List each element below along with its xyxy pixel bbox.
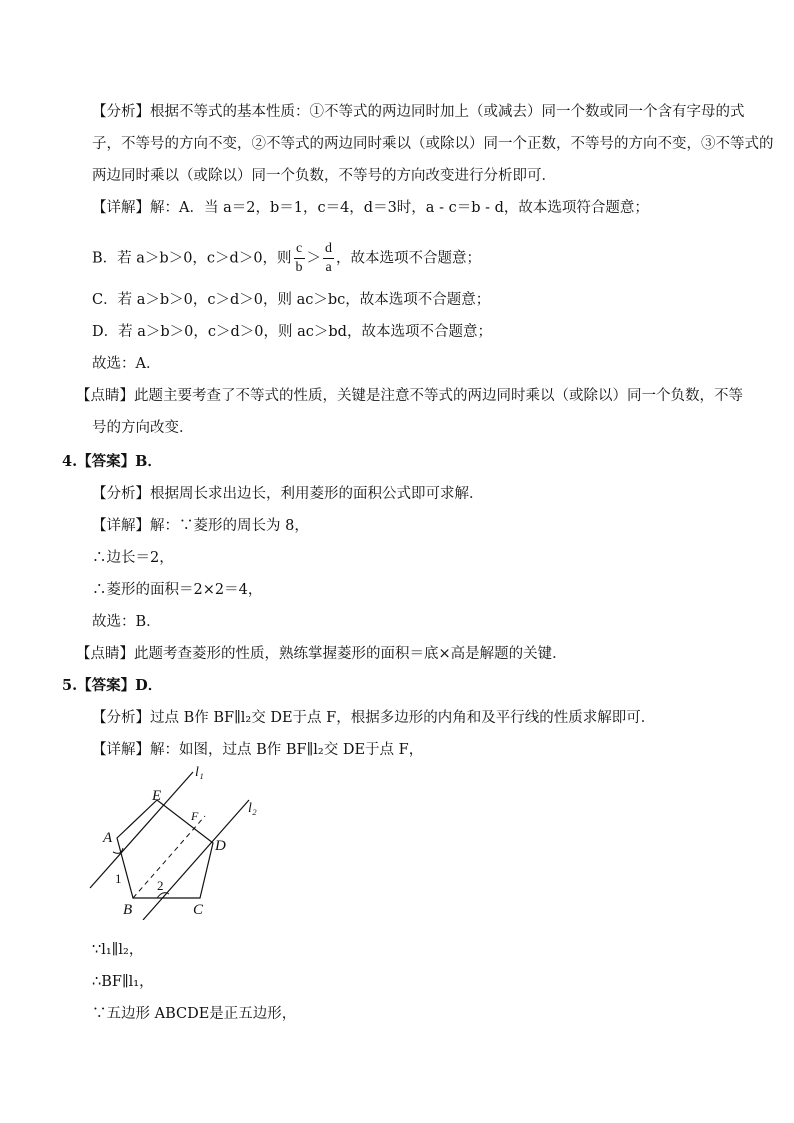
analysis-line-3: 两边同时乘以（或除以）同一个负数，不等号的方向改变进行分析即可． (92, 168, 556, 184)
label-e: E (152, 788, 162, 804)
regular-pentagon-abcde (117, 800, 213, 898)
label-d: D (215, 838, 226, 854)
label-l2: l₂ (248, 801, 257, 816)
question-5-answer: 5.【答案】D． (62, 677, 163, 694)
detail-line-d: D．若 a＞b＞0，c＞d＞0，则 ac＞bd，故本选项不合题意； (92, 324, 492, 340)
detail-line-b (92, 240, 481, 277)
question-4-answer: 4.【答案】B． (62, 453, 162, 470)
q4-analysis: 【分析】根据周长求出边长，利用菱形的面积公式即可求解． (92, 486, 484, 502)
q5-detail-3: ∴BF∥l₁， (92, 974, 154, 990)
label-f: F (191, 809, 199, 823)
q5-detail-1: 【详解】解：如图，过点 B作 BF∥l₂交 DE于点 F， (92, 742, 424, 758)
option-b-text: B．若 a＞b＞0，c＞d＞0，则 (92, 250, 292, 267)
q5-detail-2: ∵l₁∥l₂， (92, 942, 144, 958)
answer-choice-line: 故选：A． (92, 356, 161, 372)
fraction-numerator: c (294, 240, 305, 259)
detail-line-a: 【详解】解：A．当 a＝2，b＝1，c＝4，d＝3时，a - c＝b - d，故本选项符合题意； (92, 200, 649, 216)
label-l1: l₁ (195, 765, 204, 780)
q4-detail-1: 【详解】解：∵菱形的周长为 8， (92, 518, 309, 534)
q5-detail-4: ∵五边形 ABCDE是正五边形， (92, 1006, 297, 1022)
analysis-line-1: 【分析】根据不等式的基本性质：①不等式的两边同时加上（或减去）同一个数或同一个含有字母的式 (92, 104, 745, 120)
q4-answer-choice: 故选：B． (92, 614, 161, 630)
comment-line-1: 【点睛】此题主要考查了不等式的性质，关键是注意不等式的两边同时乘以（或除以）同一个负数，不等 (76, 388, 743, 404)
fraction-denominator: a (325, 260, 332, 275)
fraction-c-over-b (294, 240, 305, 277)
comment-line-2: 号的方向改变． (92, 420, 194, 436)
label-b: B (123, 902, 133, 918)
fraction-d-over-a (323, 240, 334, 277)
fraction-numerator: d (323, 240, 334, 259)
q4-detail-2: ∴边长＝2， (92, 550, 174, 566)
pentagon-figure (85, 760, 285, 920)
q5-analysis: 【分析】过点 B作 BF∥l₂交 DE于点 F，根据多边形的内角和及平行线的性质求解即可． (92, 710, 656, 726)
q4-comment: 【点睛】此题考查菱形的性质，熟练掌握菱形的面积＝底×高是解题的关键． (76, 646, 567, 662)
q4-detail-3: ∴菱形的面积＝2×2＝4， (92, 582, 263, 598)
option-b-conclusion: ，故本选项不合题意； (336, 250, 482, 267)
detail-line-c: C．若 a＞b＞0，c＞d＞0，则 ac＞bc，故本选项不合题意； (92, 292, 491, 308)
label-c: C (193, 902, 204, 918)
greater-than-sign: ＞ (306, 250, 322, 267)
label-angle-1: 1 (115, 871, 122, 886)
fraction-denominator: b (295, 260, 303, 275)
label-a: A (103, 830, 113, 846)
label-angle-2: 2 (157, 878, 164, 893)
analysis-line-2: 子，不等号的方向不变，②不等式的两边同时乘以（或除以）同一个正数，不等号的方向不变，③不等式的 (92, 136, 774, 152)
